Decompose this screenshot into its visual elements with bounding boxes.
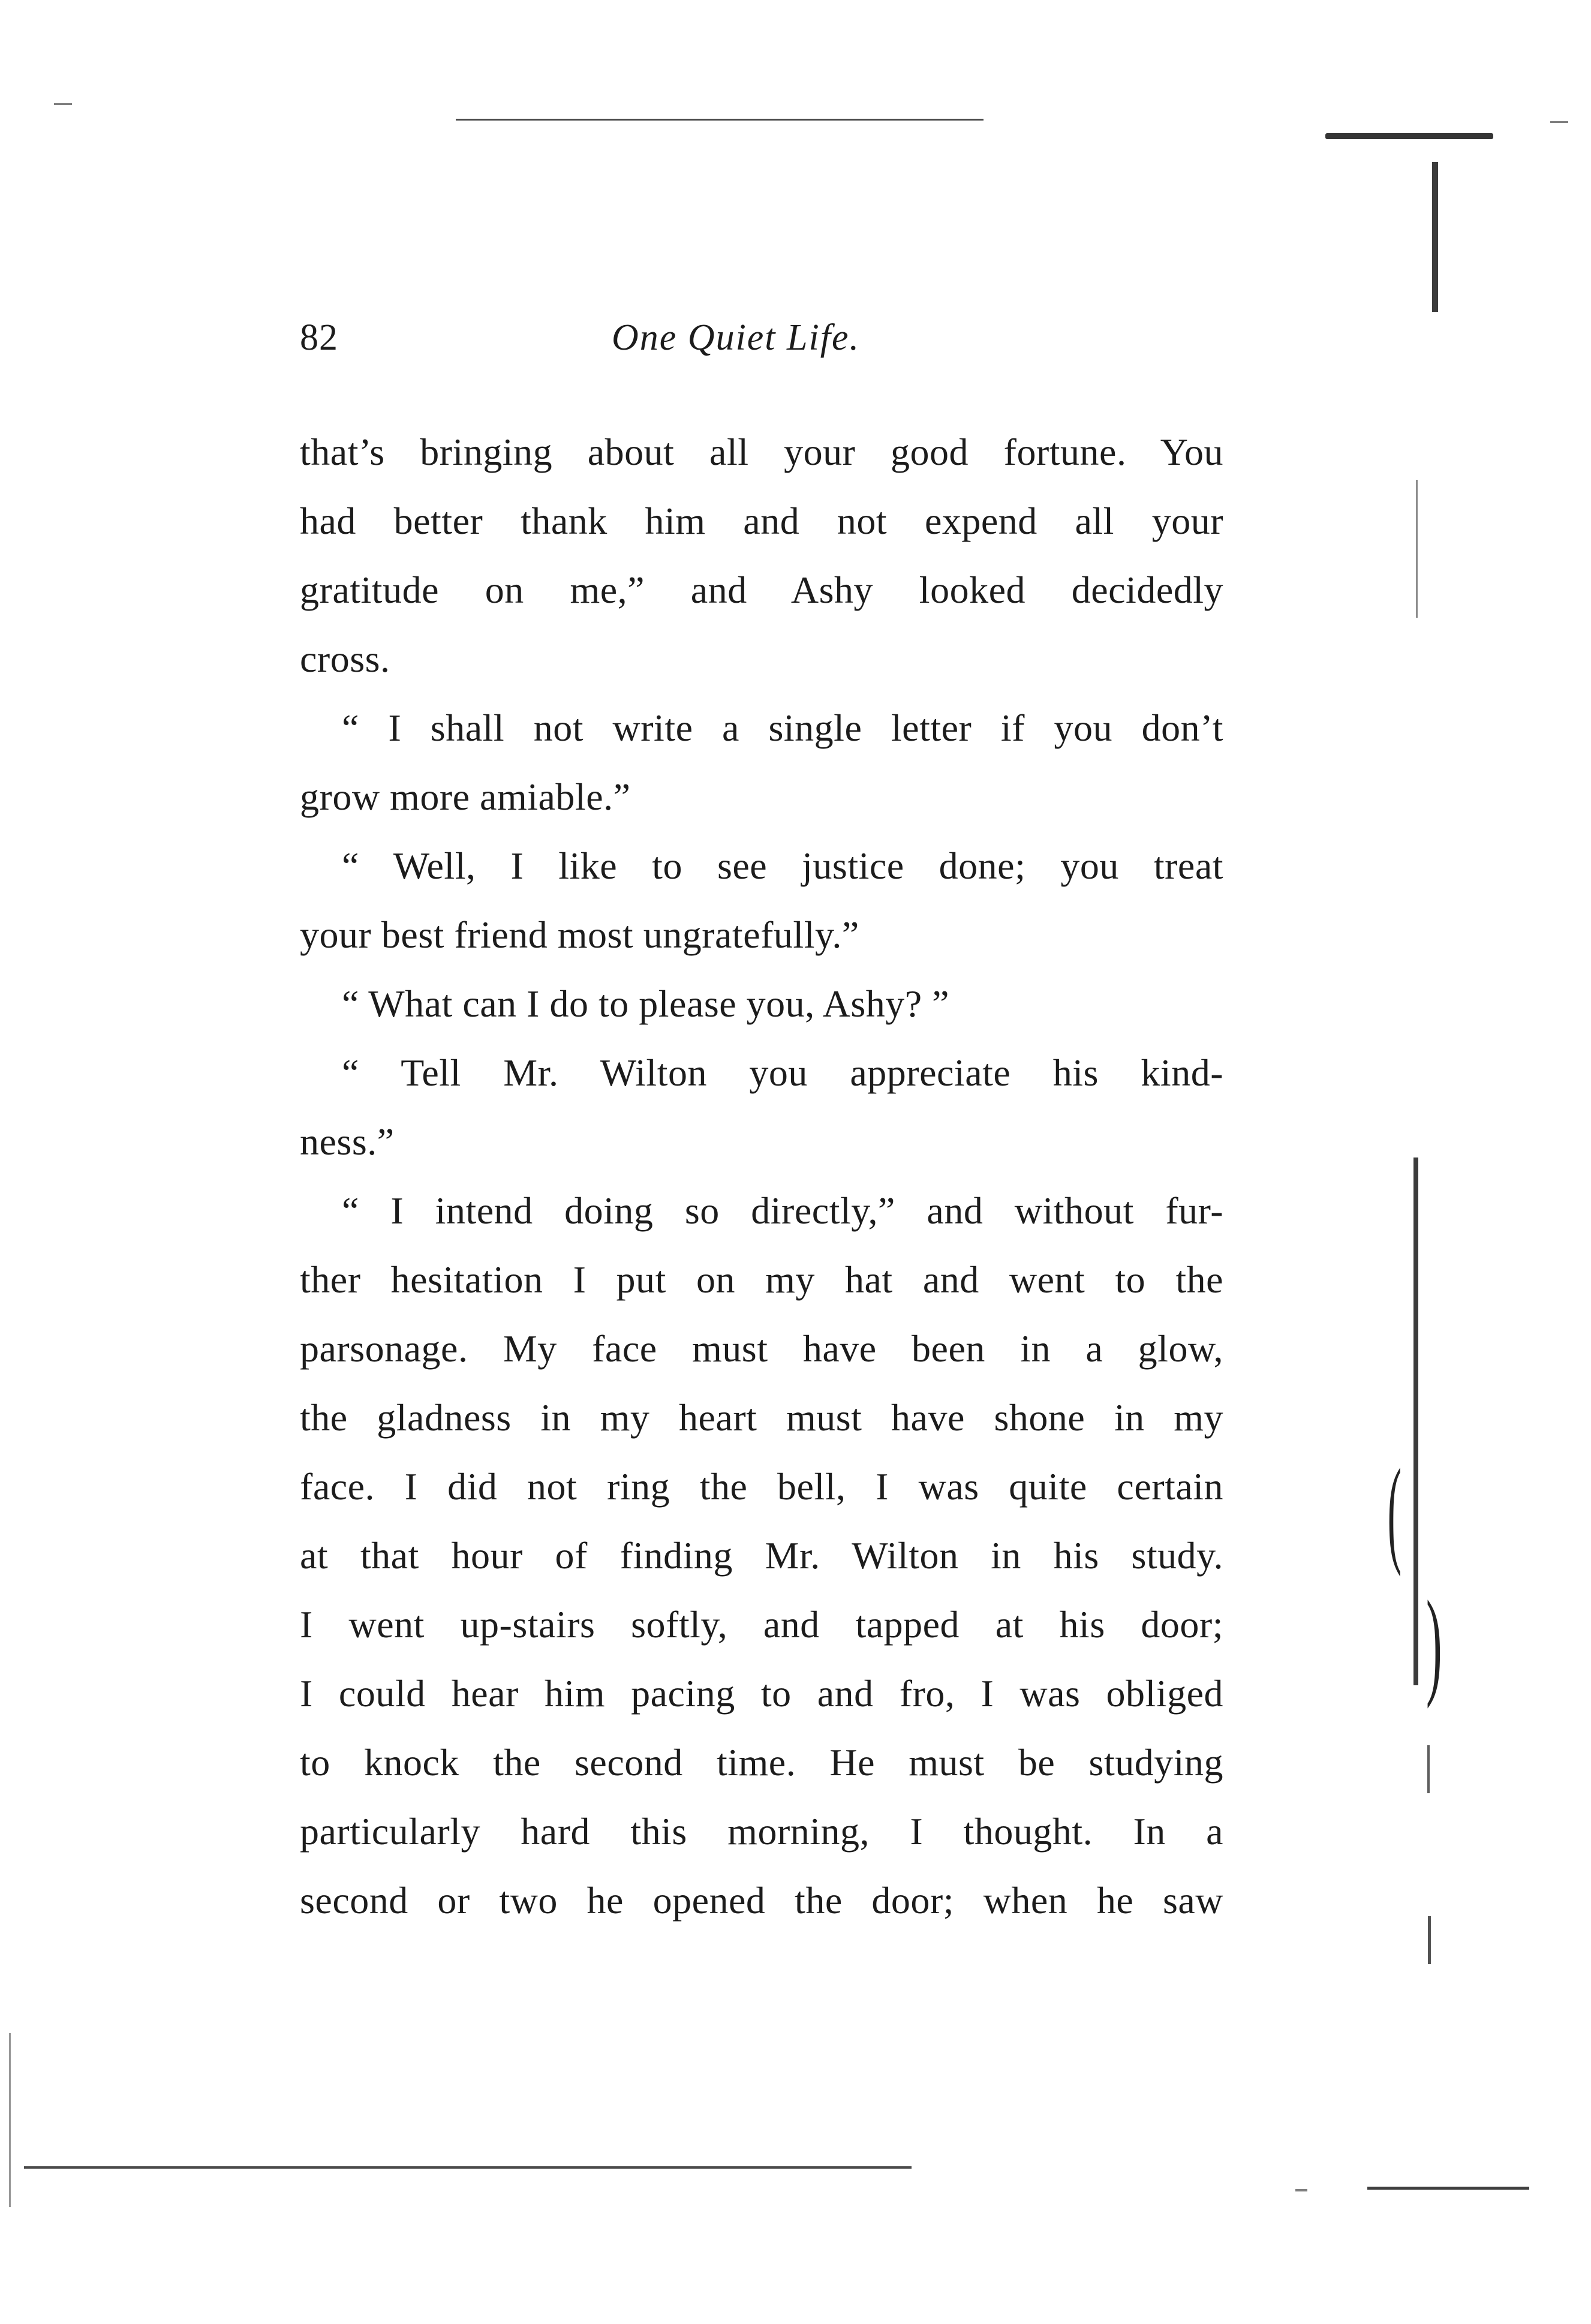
text-line: “ Tell Mr. Wilton you appreciate his kind- — [342, 1051, 1223, 1094]
binding-shadow — [1432, 162, 1438, 312]
text-line: “ What can I do to please you, Ashy? ” — [342, 982, 950, 1025]
text-line: cross. — [300, 638, 390, 680]
text-line: face. I did not ring the bell, I was quite certain — [300, 1465, 1223, 1508]
text-line: I went up-stairs softly, and tapped at his door; — [300, 1603, 1223, 1646]
running-head — [300, 306, 1223, 366]
text-line: the gladness in my heart must have shone in my — [300, 1396, 1223, 1439]
scan-edge-rule — [1295, 2189, 1307, 2191]
text-line: “ I shall not write a single letter if you don’t — [342, 706, 1223, 749]
binding-shadow — [1413, 1158, 1418, 1685]
binding-shadow — [1416, 480, 1418, 618]
text-line: gratitude on me,” and Ashy looked decidedly — [300, 569, 1223, 611]
scan-edge-rule — [1550, 121, 1568, 123]
text-line: ness.” — [300, 1120, 395, 1163]
text-line: your best friend most ungratefully.” — [300, 913, 859, 956]
text-line: grow more amiable.” — [300, 775, 631, 818]
scan-edge-rule — [456, 119, 984, 121]
text-line: parsonage. My face must have been in a glow, — [300, 1327, 1223, 1370]
scan-edge-rule — [24, 2166, 912, 2169]
body-text — [300, 417, 1223, 1935]
text-line: to knock the second time. He must be studying — [300, 1741, 1223, 1784]
text-line: particularly hard this morning, I thought. In a — [300, 1810, 1223, 1853]
text-line: had better thank him and not expend all your — [300, 500, 1223, 542]
running-title: One Quiet Life. — [612, 317, 860, 358]
text-line: ther hesitation I put on my hat and went to the — [300, 1258, 1223, 1301]
binding-shadow — [9, 2033, 11, 2207]
binding-shadow — [1427, 1745, 1430, 1793]
scan-edge-rule — [1325, 133, 1493, 139]
text-line: I could hear him pacing to and fro, I was obliged — [300, 1672, 1223, 1715]
scan-edge-rule — [54, 103, 72, 105]
text-line: that’s bringing about all your good fortune. You — [300, 431, 1223, 473]
binding-mark: ) — [1425, 1577, 1442, 1709]
text-line: “ Well, I like to see justice done; you treat — [342, 844, 1223, 887]
text-line: at that hour of finding Mr. Wilton in his study. — [300, 1534, 1223, 1577]
text-line: second or two he opened the door; when he saw — [300, 1879, 1223, 1922]
binding-shadow — [1428, 1916, 1431, 1964]
binding-mark: ( — [1387, 1445, 1401, 1577]
scan-edge-rule — [1367, 2187, 1529, 2190]
page-number: 82 — [300, 317, 338, 358]
text-line: “ I intend doing so directly,” and without fur- — [342, 1189, 1223, 1232]
